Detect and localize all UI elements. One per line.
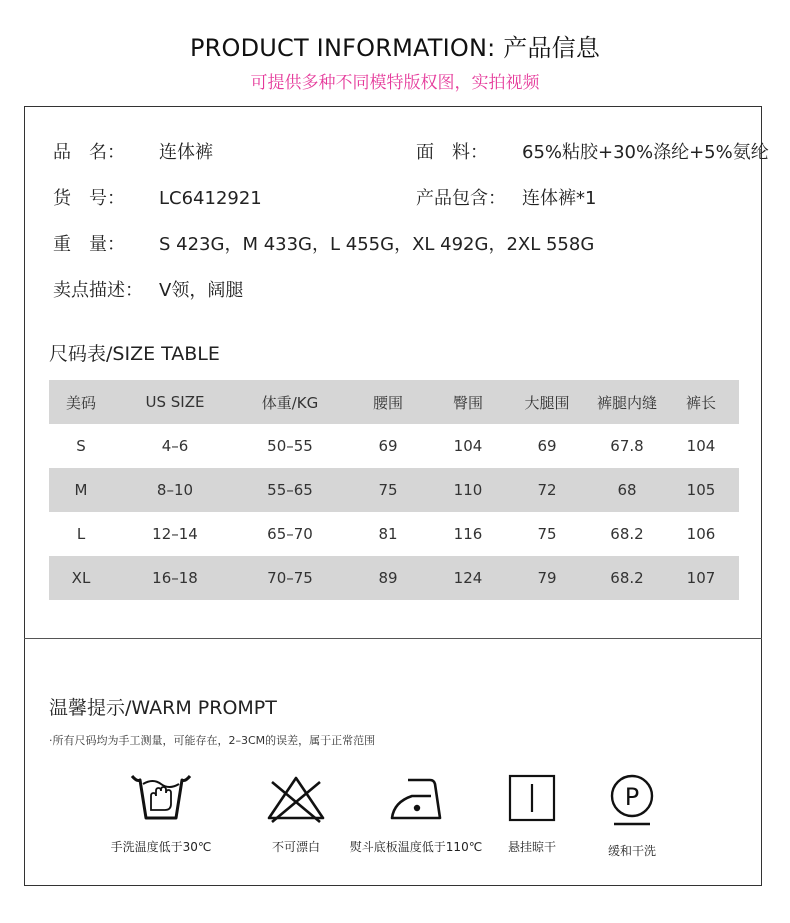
hand-wash-icon bbox=[129, 772, 193, 824]
header-cell: 体重/KG bbox=[261, 393, 319, 412]
header-cell: US SIZE bbox=[145, 393, 205, 411]
size-table bbox=[49, 380, 739, 600]
table-row bbox=[49, 512, 739, 556]
header-cell: 裤长 bbox=[685, 393, 716, 412]
table-cell: 72 bbox=[537, 481, 557, 499]
header-cell: 大腿围 bbox=[524, 393, 570, 412]
table-cell: 8–10 bbox=[156, 481, 194, 499]
package-value: 连体裤*1 bbox=[522, 188, 597, 209]
table-cell: XL bbox=[71, 569, 91, 587]
table-cell: 67.8 bbox=[610, 437, 644, 455]
dry-clean-icon bbox=[600, 772, 664, 828]
table-cell: 69 bbox=[537, 437, 557, 455]
table-cell: 81 bbox=[378, 525, 398, 543]
table-cell: 16–18 bbox=[152, 569, 198, 587]
no-bleach-icon bbox=[264, 772, 328, 824]
table-cell: L bbox=[76, 525, 86, 543]
care-item-no-bleach bbox=[226, 772, 366, 855]
table-cell: 68 bbox=[617, 481, 637, 499]
weight-label: 重 量： bbox=[53, 234, 125, 255]
care-label: 手洗温度低于30℃ bbox=[110, 840, 212, 854]
info-sku bbox=[53, 184, 262, 210]
care-item-hand-wash bbox=[91, 772, 231, 855]
care-label: 不可漂白 bbox=[271, 840, 320, 854]
hang-dry-icon bbox=[500, 772, 564, 824]
table-cell: 116 bbox=[453, 525, 483, 543]
warm-prompt-title: 温馨提示/WARM PROMPT bbox=[49, 697, 277, 719]
sku-label: 货 号： bbox=[53, 188, 125, 209]
table-row bbox=[49, 468, 739, 512]
fabric-value: 65%粘胶+30%涤纶+5%氨纶 bbox=[522, 142, 769, 163]
table-cell: 104 bbox=[453, 437, 483, 455]
size-table-header-row bbox=[49, 380, 739, 424]
table-cell: 106 bbox=[686, 525, 716, 543]
weight-value: S 423G，M 433G，L 455G，XL 492G，2XL 558G bbox=[159, 234, 595, 255]
table-cell: 105 bbox=[686, 481, 716, 499]
package-label: 产品包含： bbox=[416, 188, 506, 209]
page-subtitle: 可提供多种不同模特版权图，实拍视频 bbox=[250, 73, 540, 93]
table-cell: 69 bbox=[378, 437, 398, 455]
table-cell: S bbox=[76, 437, 86, 455]
size-table-title: 尺码表/SIZE TABLE bbox=[49, 343, 220, 365]
table-cell: 50–55 bbox=[267, 437, 313, 455]
table-cell: 55–65 bbox=[267, 481, 313, 499]
info-package bbox=[416, 184, 596, 210]
name-value: 连体裤 bbox=[159, 142, 213, 163]
table-cell: 65–70 bbox=[267, 525, 313, 543]
svg-text:P: P bbox=[624, 783, 640, 811]
header-cell: 美码 bbox=[65, 393, 96, 412]
table-cell: 110 bbox=[453, 481, 483, 499]
table-row bbox=[49, 556, 739, 600]
name-label: 品 名： bbox=[53, 142, 125, 163]
care-item-dry-clean bbox=[562, 772, 702, 859]
iron-icon bbox=[384, 772, 448, 824]
table-cell: 68.2 bbox=[610, 569, 644, 587]
section-divider bbox=[24, 638, 762, 639]
table-cell: 124 bbox=[453, 569, 483, 587]
header-cell: 裤腿内缝 bbox=[596, 393, 657, 412]
care-label: 悬挂晾干 bbox=[507, 840, 556, 854]
table-cell: 79 bbox=[537, 569, 557, 587]
selling-label: 卖点描述： bbox=[53, 280, 143, 301]
table-cell: 68.2 bbox=[610, 525, 644, 543]
fabric-label: 面 料： bbox=[416, 142, 488, 163]
table-cell: 12–14 bbox=[152, 525, 198, 543]
table-cell: M bbox=[74, 481, 88, 499]
header-cell: 臀围 bbox=[452, 393, 483, 412]
info-selling-points bbox=[53, 276, 243, 302]
table-cell: 75 bbox=[537, 525, 557, 543]
table-cell: 4–6 bbox=[161, 437, 189, 455]
table-cell: 107 bbox=[686, 569, 716, 587]
care-label: 熨斗底板温度低于110℃ bbox=[349, 840, 483, 854]
header-cell: 腰围 bbox=[372, 393, 403, 412]
measurement-note: ·所有尺码均为手工测量，可能存在，2–3CM的误差，属于正常范围 bbox=[49, 734, 376, 747]
info-name bbox=[53, 138, 213, 164]
table-cell: 104 bbox=[686, 437, 716, 455]
table-cell: 89 bbox=[378, 569, 398, 587]
care-label: 缓和干洗 bbox=[607, 844, 656, 858]
table-row bbox=[49, 424, 739, 468]
info-weight bbox=[53, 230, 594, 256]
info-fabric bbox=[416, 138, 769, 164]
selling-value: V领，阔腿 bbox=[159, 280, 244, 301]
sku-value: LC6412921 bbox=[159, 188, 262, 209]
table-cell: 75 bbox=[378, 481, 398, 499]
table-cell: 70–75 bbox=[267, 569, 313, 587]
page-title: PRODUCT INFORMATION: 产品信息 bbox=[189, 34, 601, 62]
